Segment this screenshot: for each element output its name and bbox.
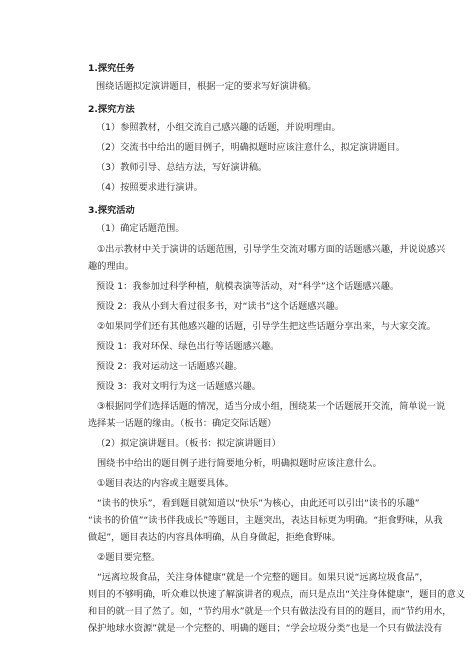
activity-para-8b: 则目的不够明确，听众难以快速了解演讲者的观点，而只是点出“关注身体健康”，题目的意义 (88, 589, 466, 600)
activity-para-4: 围绕书中给出的题目例子进行简要地分析，明确拟题时应该注意什么。 (97, 458, 382, 469)
method-item-3: （3）教师引导、总结方法，写好演讲稿。 (96, 162, 268, 173)
activity-para-3a: ③根据同学们选择话题的情况，适当分成小组，围绕某一个话题展开交流，简单说一说 (97, 401, 446, 412)
preset-5: 预设 3：我对文明行为这一话题感兴趣。 (96, 381, 261, 392)
preset-1: 预设 1：我参加过科学种植，航模表演等活动，对“科学”这个话题感兴趣。 (96, 281, 400, 292)
method-item-2: （2）交流书中给出的题目例子，明确拟题时应该注意什么，拟定演讲题目。 (96, 142, 406, 153)
method-item-4: （4）按照要求进行演讲。 (96, 182, 203, 193)
preset-3: 预设 1：我对环保、绿色出行等话题感兴趣。 (96, 341, 280, 352)
section-heading-method: 2.探究方法 (88, 104, 135, 115)
preset-4: 预设 2：我对运动这一话题感兴趣。 (96, 361, 243, 372)
activity-para-6c: 做起”，题目表达的内容具体明确，从自身做起，拒绝食野味。 (88, 532, 341, 543)
activity-para-1a: ①出示教材中关于演讲的话题范围，引导学生交流对哪方面的话题感兴趣，并说说感兴 (97, 244, 446, 255)
activity-para-7: ②题目要完整。 (97, 552, 161, 563)
document-body (88, 62, 466, 635)
activity-para-5: ①题目表达的内容或主题要具体。 (97, 478, 234, 489)
activity-sub-2: （2）拟定演讲题目。（板书：拟定演讲题目） (96, 438, 281, 449)
activity-para-6b: “读书的价值”“读书伴我成长”等题目，主题突出，表达目标更为明确。“拒食野味，从我 (88, 515, 443, 526)
activity-para-8c: 和目的就一目了然了。如，“节约用水”就是一个只有做法没有目的的题目，而“节约用水， (88, 606, 452, 617)
method-item-1: （1）参照教材，小组交流自己感兴趣的话题，并说明理由。 (96, 122, 341, 133)
activity-para-2: ②如果同学们还有其他感兴趣的话题，引导学生把这些话题分享出来，与大家交流。 (97, 321, 436, 332)
activity-sub-1: （1）确定话题范围。 (96, 223, 185, 234)
section-heading-activity: 3.探究活动 (88, 205, 135, 216)
task-text: 围绕话题拟定演讲题目，根据一定的要求写好演讲稿。 (96, 81, 317, 92)
activity-para-8d: 保护地球水资源”就是一个完整的、明确的题目；“学会垃圾分类”也是一个只有做法没有 (88, 623, 443, 634)
activity-para-3b: 选择某一话题的缘由。（板书：确定交际话题） (88, 418, 277, 429)
preset-2: 预设 2：我从小到大看过很多书，对“读书”这个话题感兴趣。 (96, 301, 344, 312)
section-heading-task: 1.探究任务 (88, 63, 135, 74)
activity-para-6a: “读书的快乐”，看到题目就知道以“快乐”为核心，由此还可以引出“读书的乐趣” (97, 498, 420, 509)
activity-para-8a: “远离垃圾食品，关注身体健康”就是一个完整的题目。如果只说“远离垃圾食品”， (97, 572, 429, 583)
activity-para-1b: 趣的理由。 (88, 261, 134, 272)
